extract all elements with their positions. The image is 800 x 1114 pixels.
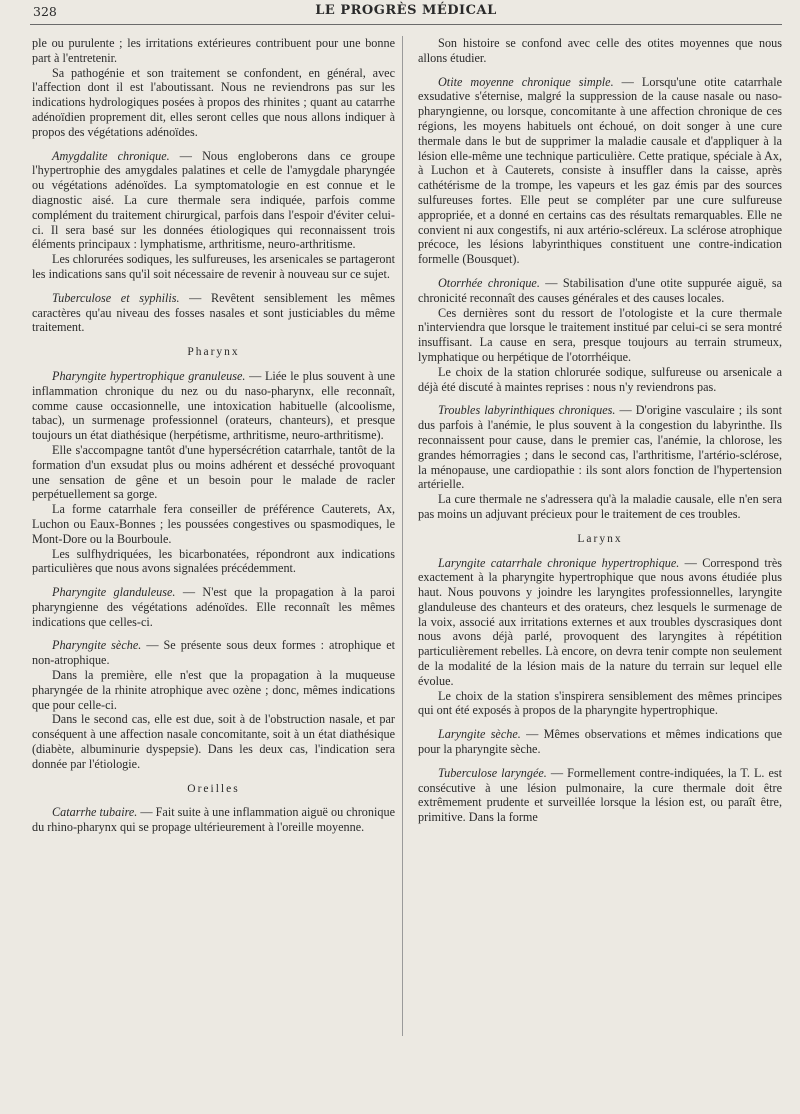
paragraph-text: — N'est que la propagation à la paroi pharyngienne des végétations adénoïdes. Elle reconnaît les mêmes indications que celles-ci.	[32, 585, 395, 629]
paragraph	[418, 556, 782, 689]
paragraph	[32, 291, 395, 335]
paragraph	[32, 547, 395, 577]
paragraph-text: Dans la première, elle n'est que la propagation à la muqueuse pharyngée de la rhinite atrophique avec ozène ; donc, mêmes indications que pour celle-ci.	[32, 668, 395, 712]
paragraph	[418, 276, 782, 306]
paragraph-heading: Otite moyenne chronique simple.	[438, 74, 614, 89]
paragraph-text: Dans le second cas, elle est due, soit à de l'obstruction nasale, et par conséquent à une affection nasale concomitante, soit à un état diathésique (diabète, albuminurie dyspepsie). Dans les deux cas, l'indication sera donnée par l'étiologie.	[32, 712, 395, 771]
paragraph-text: Les chlorurées sodiques, les sulfureuses, les arsenicales se partageront les indications sans qu'il soit nécessaire de revenir à nouveau sur ce sujet.	[32, 252, 395, 281]
paragraph-text: — Stabilisation d'une otite suppurée aiguë, sa chronicité reconnaît des causes générales et des causes locales.	[418, 275, 782, 305]
paragraph-text: — Correspond très exactement à la pharyngite hypertrophique que nous avons étudiée plus haut. Nous pouvons y joindre les laryngites professionnelles, laryngite glanduleuse des chanteurs et des orateurs, chez lesquels le surmenage de la voix, associé aux irritations externes et aux troubles dyscrasiques dont nous avons déjà parlé, provoquent des laryngites à répétition particulièrement rebelles. Là encore, on devra tenir compte non seulement de la modalité de la lésion mais de la nature du terrain sur lequel elle évolue.	[418, 555, 783, 688]
paragraph	[32, 502, 395, 546]
paragraph	[32, 66, 395, 140]
paragraph-text: — Revêtent sensiblement les mêmes caractères qu'au niveau des fosses nasales et sont justiciables du même traitement.	[32, 290, 395, 335]
paragraph-heading: Pharyngite glanduleuse.	[52, 585, 176, 600]
paragraph-text: Les sulfhydriquées, les bicarbonatées, répondront aux indications particulières que nous avons signalées précédemment.	[32, 546, 395, 576]
paragraph	[418, 766, 782, 825]
paragraph	[32, 668, 395, 712]
paragraph-heading: Pharyngite sèche.	[52, 638, 142, 653]
paragraph-heading: Pharyngite hypertrophique granuleuse.	[52, 368, 246, 383]
paragraph-text: — D'origine vasculaire ; ils sont dus parfois à l'anémie, le plus souvent à la congestion du labyrinthe. Ils reconnaissent pour cause, dans le premier cas, l'anémie, la chlorose, les grandes hémorragies ; dans le second cas, l'arthritisme, l'artério-sclérose, la ménopause, une cardiopathie : ils sont alors fonction de l'hypertension artérielle.	[418, 403, 782, 492]
paragraph-text: La cure thermale ne s'adressera qu'à la maladie causale, elle n'en sera pas moins un adjuvant précieux pour le traitement de ces troubles.	[418, 492, 782, 521]
paragraph-text: Ces dernières sont du ressort de l'otologiste et la cure thermale n'interviendra que lorsque le traitement institué par celui-ci se sera montré insuffisant. La cause en sera, presque toujours au terrain strumeux, lymphatique ou herpétique de l'otorrhéique.	[418, 305, 782, 364]
paragraph-heading: Laryngite catarrhale chronique hypertrophique.	[438, 555, 680, 570]
running-header	[30, 2, 782, 25]
paragraph-text: — Lorsqu'une otite catarrhale exsudative s'éternise, malgré la suppression de la cause nasale ou naso-pharyngienne, ou lorsque, concomitante à une affection chronique de ces régions, les moyens habituels ont échoué, on doit songer à une cure thermale dans le but de supprimer la maladie causale et d'appliquer à la lésion elle-même une technique particulière. Cette pratique, spéciale à Ax, à Luchon et à Cauterets, consiste à insuffler dans la caisse, après cathétérisme de la trompe, les vapeurs et les gaz émis par des sources sulfureuses fortes. Elle peut se compléter par une cure sulfureuse appropriée, et a donné en certains cas des résultats remarquables. Elle ne convient ni aux congestifs, ni aux artério-scléreux. La sclérose atrophique précoce, les lésions labyrinthiques constituent une contre-indication formelle (Bousquet).	[418, 74, 783, 267]
section-heading: Oreilles	[187, 782, 240, 795]
paragraph-text: ple ou purulente ; les irritations extérieures contribuent pour une bonne part à l'entretenir.	[32, 36, 395, 65]
paragraph-heading: Laryngite sèche.	[438, 727, 521, 742]
paragraph-text: — Formellement contre-indiquées, la T. L. est consécutive à une lésion pulmonaire, la cure thermale doit être extrêmement prudente et surveillée lorsque la lésion est, ou paraît être, primitive. Dans la forme	[418, 765, 782, 825]
page-number: 328	[33, 4, 57, 19]
paragraph-text: — Liée le plus souvent à une inflammation chronique du nez ou du naso-pharynx, elle reconnaît, comme cause occasionnelle, une intoxication habituelle (alcoolisme, tabac), un surmenage professionnel (orateurs, chanteurs), et presque toujours un état diathésique (herpétisme, arthritisme, neuro-arthritisme).	[32, 368, 395, 443]
paragraph-text: — Fait suite à une inflammation aiguë ou chronique du rhino-pharynx qui se propage ultérieurement à l'oreille moyenne.	[32, 805, 395, 835]
paragraph	[418, 36, 782, 66]
paragraph-text: — Se présente sous deux formes : atrophique et non-atrophique.	[32, 638, 395, 668]
paragraph-text: — Nous engloberons dans ce groupe l'hypertrophie des amygdales palatines et celle de l'amygdale pharyngée ou végétations adénoïdes. La symptomatologie en est connue et le diagnostic aisé. La cure thermale sera indiquée, parfois comme complément du traitement chirurgical, parfois dans l'espoir d'éviter celui-ci. Il sera basé sur les données étiologiques qui reconnaissent trois éléments principaux : lymphatisme, arthritisme, neuro-arthritisme.	[32, 148, 395, 252]
paragraph	[418, 365, 782, 395]
paragraph-text: Sa pathogénie et son traitement se confondent, en général, avec l'affection dont il est l'aboutissant. Nous ne reviendrons pas sur les indications hydrologiques posées à propos des rhinites ; quant au catarrhe adénoïdien proprement dit, elles seront celles que nous allons indiquer à propos des végétations adénoïdes.	[32, 65, 395, 139]
paragraph-text: Elle s'accompagne tantôt d'une hypersécrétion catarrhale, tantôt de la formation d'un exsudat plus ou moins adhérent et desséché provoquant une sensation de gêne et un besoin pour le malade de racler perpétuellement sa gorge.	[32, 442, 395, 502]
column-divider	[402, 36, 403, 1036]
journal-title: LE PROGRÈS MÉDICAL	[315, 3, 497, 18]
paragraph	[32, 149, 395, 253]
paragraph	[32, 585, 395, 629]
paragraph-text: La forme catarrhale fera conseiller de préférence Cauterets, Ax, Luchon ou Eaux-Bonnes ; les poussées congestives ou spasmodiques, le Mont-Dore ou la Bourboule.	[32, 502, 395, 546]
paragraph	[32, 712, 395, 771]
paragraph	[32, 805, 395, 835]
paragraph	[418, 727, 782, 757]
left-column	[32, 36, 395, 835]
paragraph	[418, 75, 782, 267]
paragraph	[418, 306, 782, 365]
paragraph	[32, 638, 395, 668]
paragraph	[32, 252, 395, 282]
paragraph-text: Son histoire se confond avec celle des otites moyennes que nous allons étudier.	[418, 36, 782, 65]
right-column	[418, 36, 782, 825]
paragraph-heading: Catarrhe tubaire.	[52, 805, 138, 820]
paragraph-heading: Troubles labyrinthiques chroniques.	[438, 403, 616, 418]
paragraph	[32, 36, 395, 66]
paragraph-heading: Otorrhée chronique.	[438, 275, 540, 290]
paragraph	[32, 369, 395, 443]
paragraph-text: — Mêmes observations et mêmes indications que pour la pharyngite sèche.	[418, 727, 782, 757]
paragraph	[418, 689, 782, 719]
section-heading: Larynx	[577, 532, 623, 545]
paragraph	[418, 403, 782, 492]
paragraph-text: Le choix de la station s'inspirera sensiblement des mêmes principes qui ont été exposés à propos de la pharyngite hypertrophique.	[418, 688, 782, 718]
paragraph	[32, 443, 395, 502]
section-heading: Pharynx	[187, 346, 240, 359]
paragraph-text: Le choix de la station chlorurée sodique, sulfureuse ou arsenicale a déjà été discuté à maintes reprises : nous n'y reviendrons pas.	[418, 364, 782, 394]
paragraph-heading: Tuberculose laryngée.	[438, 765, 547, 780]
paragraph	[418, 492, 782, 522]
paragraph-heading: Tuberculose et syphilis.	[52, 290, 180, 305]
paragraph-heading: Amygdalite chronique.	[52, 148, 170, 163]
